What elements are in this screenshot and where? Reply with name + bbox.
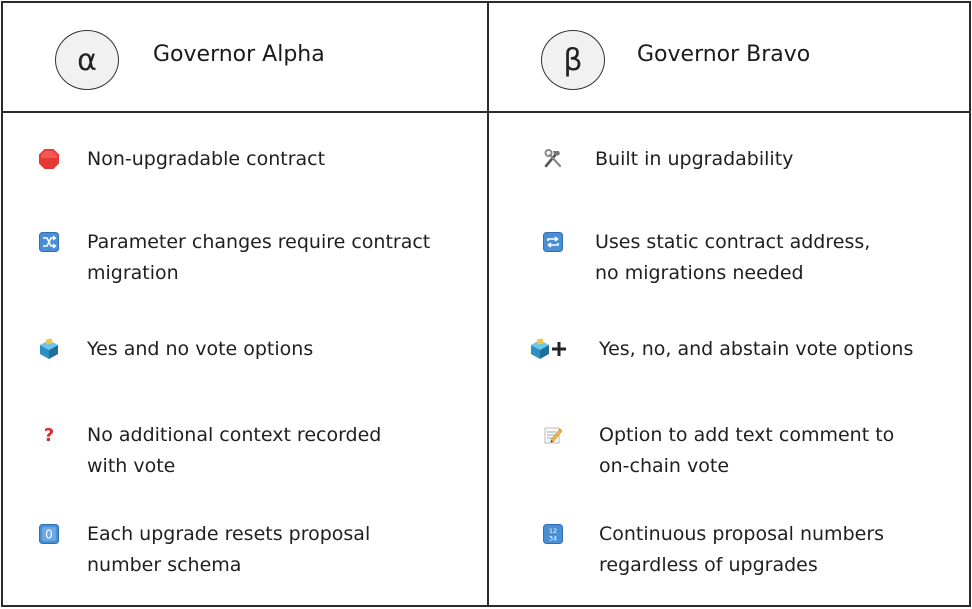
shuffle-icon xyxy=(37,230,61,254)
ballot-box-plus-icon xyxy=(529,337,571,361)
svg-text:34: 34 xyxy=(548,534,558,543)
stop-sign-icon xyxy=(37,147,61,171)
question-mark-icon: ? xyxy=(43,424,55,446)
governor-bravo-column xyxy=(489,3,971,605)
svg-text:12: 12 xyxy=(548,527,558,535)
feature-text: Yes, no, and abstain vote options xyxy=(599,338,914,360)
governor-alpha-column xyxy=(3,3,487,605)
feature-text: Built in upgradability xyxy=(595,148,794,170)
svg-text:0: 0 xyxy=(45,527,53,542)
governor-alpha-title: Governor Alpha xyxy=(153,42,325,67)
feature-text: Continuous proposal numbers regardless of upgrades xyxy=(599,523,885,576)
comparison-table xyxy=(1,1,971,607)
feature-text: Uses static contract address, no migrations needed xyxy=(595,231,871,284)
repeat-icon xyxy=(541,230,565,254)
ballot-box-icon xyxy=(37,337,61,361)
governor-alpha-header xyxy=(3,3,487,111)
governor-bravo-title: Governor Bravo xyxy=(637,42,811,67)
feature-text: Each upgrade resets proposal number schema xyxy=(87,523,371,576)
zero-keycap-icon xyxy=(37,522,61,546)
governor-bravo-header xyxy=(489,3,971,111)
numbers-icon xyxy=(541,522,565,546)
memo-icon xyxy=(541,423,565,447)
feature-text: Non-upgradable contract xyxy=(87,148,326,170)
feature-text: Parameter changes require contract migration xyxy=(87,231,431,284)
alpha-symbol: α xyxy=(55,30,119,90)
feature-text: No additional context recorded with vote xyxy=(87,424,382,477)
hammer-wrench-icon xyxy=(541,147,565,171)
feature-text: Yes and no vote options xyxy=(87,338,314,360)
feature-text: Option to add text comment to on-chain vote xyxy=(599,424,895,477)
beta-symbol: β xyxy=(541,30,605,90)
